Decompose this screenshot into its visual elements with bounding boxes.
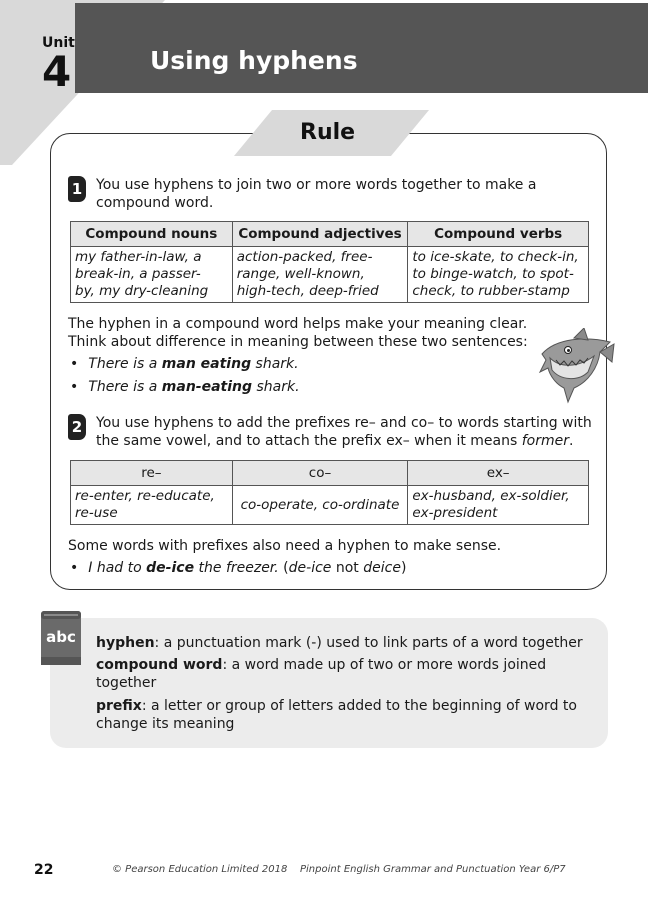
- header-ex: ex–: [408, 461, 589, 486]
- cell-re: re-enter, re-educate, re-use: [71, 486, 233, 525]
- rule-1-text: [96, 176, 536, 212]
- glossary-entry-prefix: prefix: a letter or group of letters added to the beginning of word to change its meaning: [96, 698, 577, 732]
- prefix-table-header: [71, 461, 589, 486]
- meaning-line-1: The hyphen in a compound word helps make your meaning clear.: [68, 316, 528, 332]
- copyright: © Pearson Education Limited 2018: [112, 864, 288, 875]
- rule-2-text: [96, 414, 592, 450]
- book-title: Pinpoint English Grammar and Punctuation Year 6/P7: [300, 864, 566, 875]
- example-2: • There is a man-eating shark.: [70, 379, 300, 395]
- deice-example: • I had to de-ice the freezer. (de-ice not deice): [70, 560, 407, 576]
- bullet: •: [70, 356, 79, 372]
- meaning-text: [68, 315, 528, 351]
- unit-label: Unit: [42, 35, 75, 51]
- rule-1-line-1: You use hyphens to join two or more words together to make a: [96, 177, 537, 193]
- bullet: •: [70, 560, 79, 576]
- example-1: • There is a man eating shark.: [70, 356, 299, 372]
- rule-2-line-1: You use hyphens to add the prefixes re– and co– to words starting with: [96, 415, 592, 431]
- meaning-line-2: Think about difference in meaning between these two sentences:: [68, 334, 528, 350]
- header-co: co–: [232, 461, 408, 486]
- glossary-entry-compound-word: compound word: a word made up of two or more words joined together: [96, 657, 547, 691]
- bullet: •: [70, 379, 79, 395]
- cell-adjectives: action-packed, free- range, well-known, high-tech, deep-fried: [232, 247, 408, 303]
- compound-table-header: [71, 222, 589, 247]
- cell-nouns: my father-in-law, a break-in, a passer- by, my dry-cleaning: [71, 247, 233, 303]
- table-row: [71, 247, 589, 303]
- cell-ex: ex-husband, ex-soldier, ex-president: [408, 486, 589, 525]
- prefix-note: Some words with prefixes also need a hyphen to make sense.: [68, 538, 502, 554]
- rule-title: Rule: [300, 120, 356, 145]
- page-title: Using hyphens: [150, 46, 358, 75]
- prefix-table: [70, 460, 589, 525]
- rule-1-line-2: compound word.: [96, 195, 214, 211]
- header-compound-nouns: Compound nouns: [71, 222, 233, 247]
- page-number: 22: [34, 862, 54, 878]
- rule-2-badge: 2: [68, 414, 86, 440]
- cell-co: co-operate, co-ordinate: [232, 486, 408, 525]
- cell-verbs: to ice-skate, to check-in, to binge-watch, to spot- check, to rubber-stamp: [408, 247, 589, 303]
- glossary-entry-hyphen: hyphen: a punctuation mark (-) used to link parts of a word together: [96, 635, 583, 651]
- header-compound-verbs: Compound verbs: [408, 222, 589, 247]
- rule-2-line-2: the same vowel, and to attach the prefix ex– when it means former.: [96, 433, 574, 449]
- shark-illustration: [538, 328, 616, 406]
- abc-label: abc: [46, 628, 76, 646]
- rule-1-badge: 1: [68, 176, 86, 202]
- unit-number: 4: [42, 47, 72, 96]
- table-row: [71, 486, 589, 525]
- header-compound-adjectives: Compound adjectives: [232, 222, 408, 247]
- compound-table: [70, 221, 589, 303]
- header-re: re–: [71, 461, 233, 486]
